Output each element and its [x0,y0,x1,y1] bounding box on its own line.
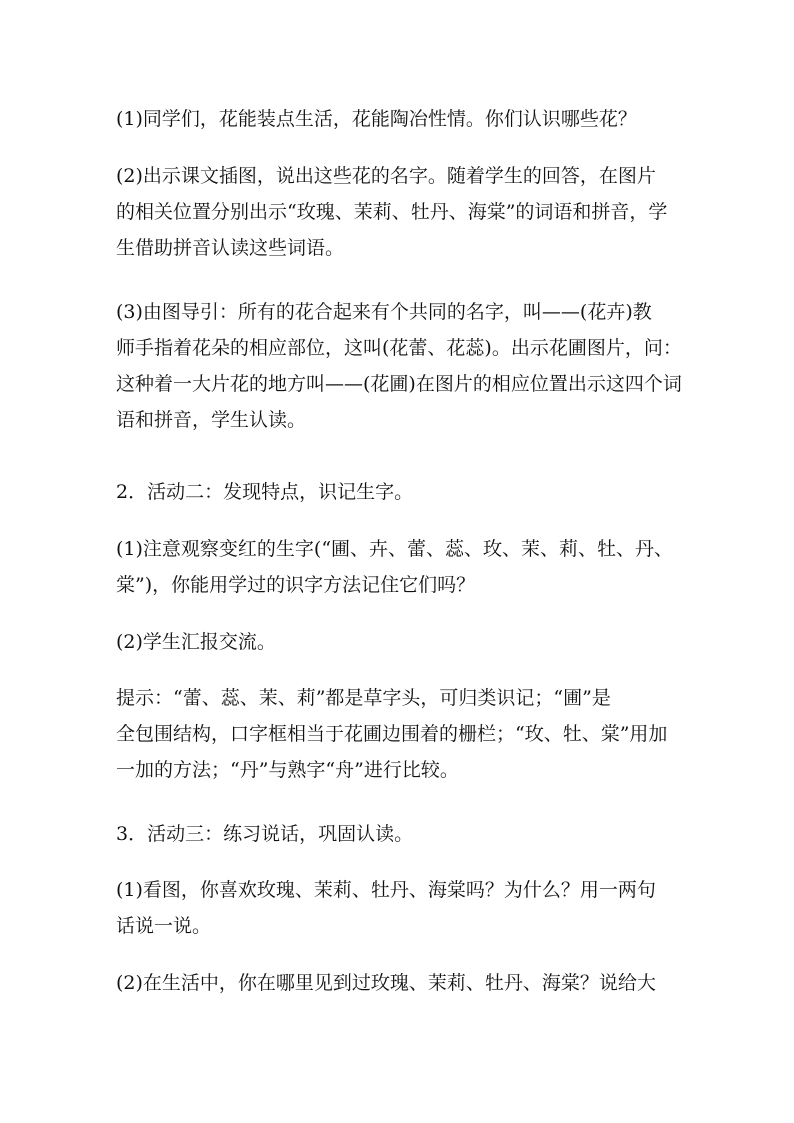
text-line: (1)看图，你喜欢玫瑰、茉莉、牡丹、海棠吗？为什么？用一两句 [116,879,656,901]
text-line: 3．活动三：练习说话，巩固认读。 [116,823,414,845]
text-line: 棠”)，你能用学过的识字方法记住它们吗？ [116,574,476,596]
text-line: 提示：“蕾、蕊、茉、莉”都是草字头，可归类识记；“圃”是 [116,687,611,709]
text-line: 一加的方法；“丹”与熟字“舟”进行比较。 [116,759,459,781]
text-line: (2)在生活中，你在哪里见到过玫瑰、茉莉、牡丹、海棠？说给大 [116,972,656,994]
text-line: 语和拼音，学生认读。 [116,409,307,431]
text-line: 2．活动二：发现特点，识记生字。 [116,481,414,503]
text-line: 的相关位置分别出示“玫瑰、茉莉、牡丹、海棠”的词语和拼音，学 [116,201,668,223]
paragraph-look-and-talk [116,872,684,944]
paragraph-in-daily-life [116,965,684,1001]
paragraph-show-illustration [116,158,684,266]
paragraph-guided-by-image [116,294,684,438]
text-line: (1)同学们，花能装点生活，花能陶冶性情。你们认识哪些花？ [116,108,637,130]
section-heading-activity-2 [116,474,684,510]
text-line: 师手指着花朵的相应部位，这叫(花蕾、花蕊)。出示花圃图片，问： [116,337,682,359]
text-line: (1)注意观察变红的生字(“圃、卉、蕾、蕊、玫、茉、莉、牡、丹、 [116,538,674,560]
paragraph-report-exchange [116,624,684,660]
text-line: (2)学生汇报交流。 [116,631,276,653]
text-line: (3)由图导引：所有的花合起来有个共同的名字，叫——(花卉)教 [116,301,652,323]
text-line: (2)出示课文插图，说出这些花的名字。随着学生的回答，在图片 [116,165,656,187]
paragraph-observe-red-characters [116,531,684,603]
text-line: 全包围结构，口字框相当于花圃边围着的栅栏；“玫、牡、棠”用加 [116,723,668,745]
section-heading-activity-3 [116,816,684,852]
text-line: 生借助拼音认读这些词语。 [116,237,345,259]
paragraph-hint [116,680,684,788]
text-line: 话说一说。 [116,915,212,937]
text-line: 这种着一大片花的地方叫——(花圃)在图片的相应位置出示这四个词 [116,373,682,395]
paragraph-q1-intro [116,101,684,137]
